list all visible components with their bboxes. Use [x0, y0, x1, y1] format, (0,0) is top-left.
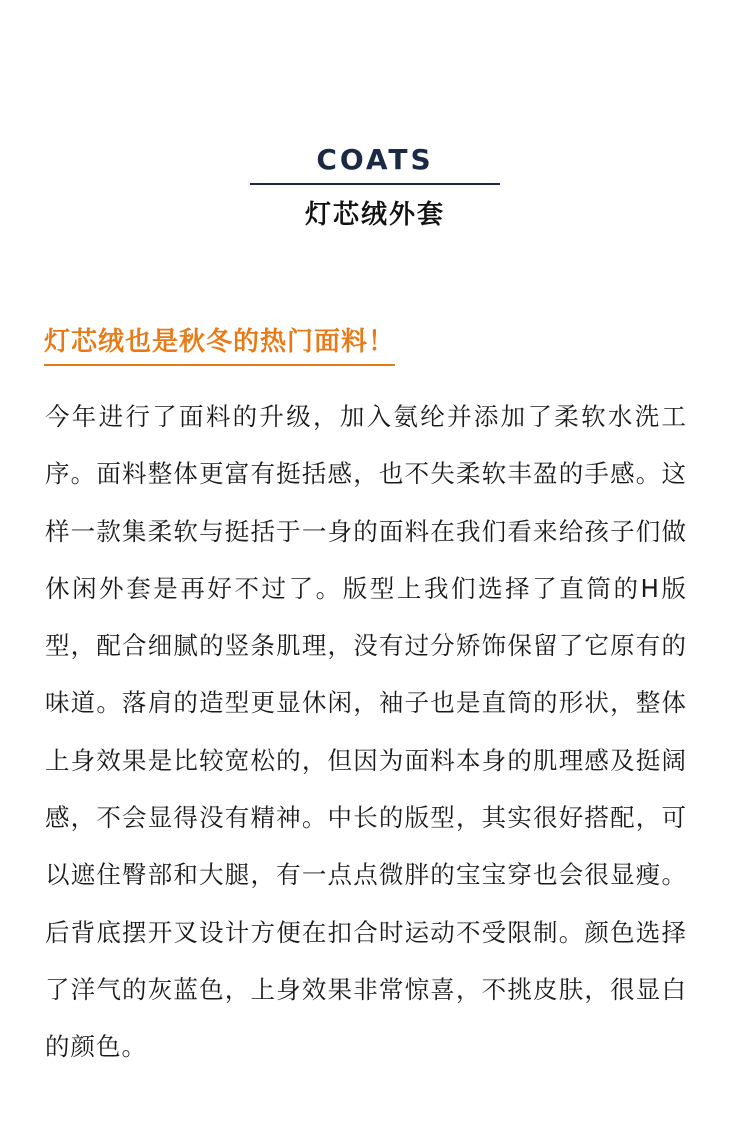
section-body-paragraph: 今年进行了面料的升级，加入氨纶并添加了柔软水洗工序。面料整体更富有挺括感，也不失柔软丰盈的手感。这样一款集柔软与挺括于一身的面料在我们看来给孩子们做休闲外套是再好不过了。版型上我们选择了直筒的H版型，配合细腻的竖条肌理，没有过分矫饰保留了它原有的味道。落肩的造型更显休闲，袖子也是直筒的形状，整体上身效果是比较宽松的，但因为面料本身的肌理感及挺阔感，不会显得没有精神。中长的版型，其实很好搭配，可以遮住臀部和大腿，有一点点微胖的宝宝穿也会很显瘦。后背底摆开叉设计方便在扣合时运动不受限制。颜色选择了洋气的灰蓝色，上身效果非常惊喜，不挑皮肤，很显白的颜色。 — [45, 402, 687, 1062]
page-header — [0, 140, 750, 233]
page-title-en: COATS — [316, 143, 434, 176]
title-divider — [250, 183, 500, 185]
page-title-cn: 灯芯绒外套 — [304, 200, 445, 230]
section-heading: 灯芯绒也是秋冬的热门面料！ — [44, 322, 395, 366]
